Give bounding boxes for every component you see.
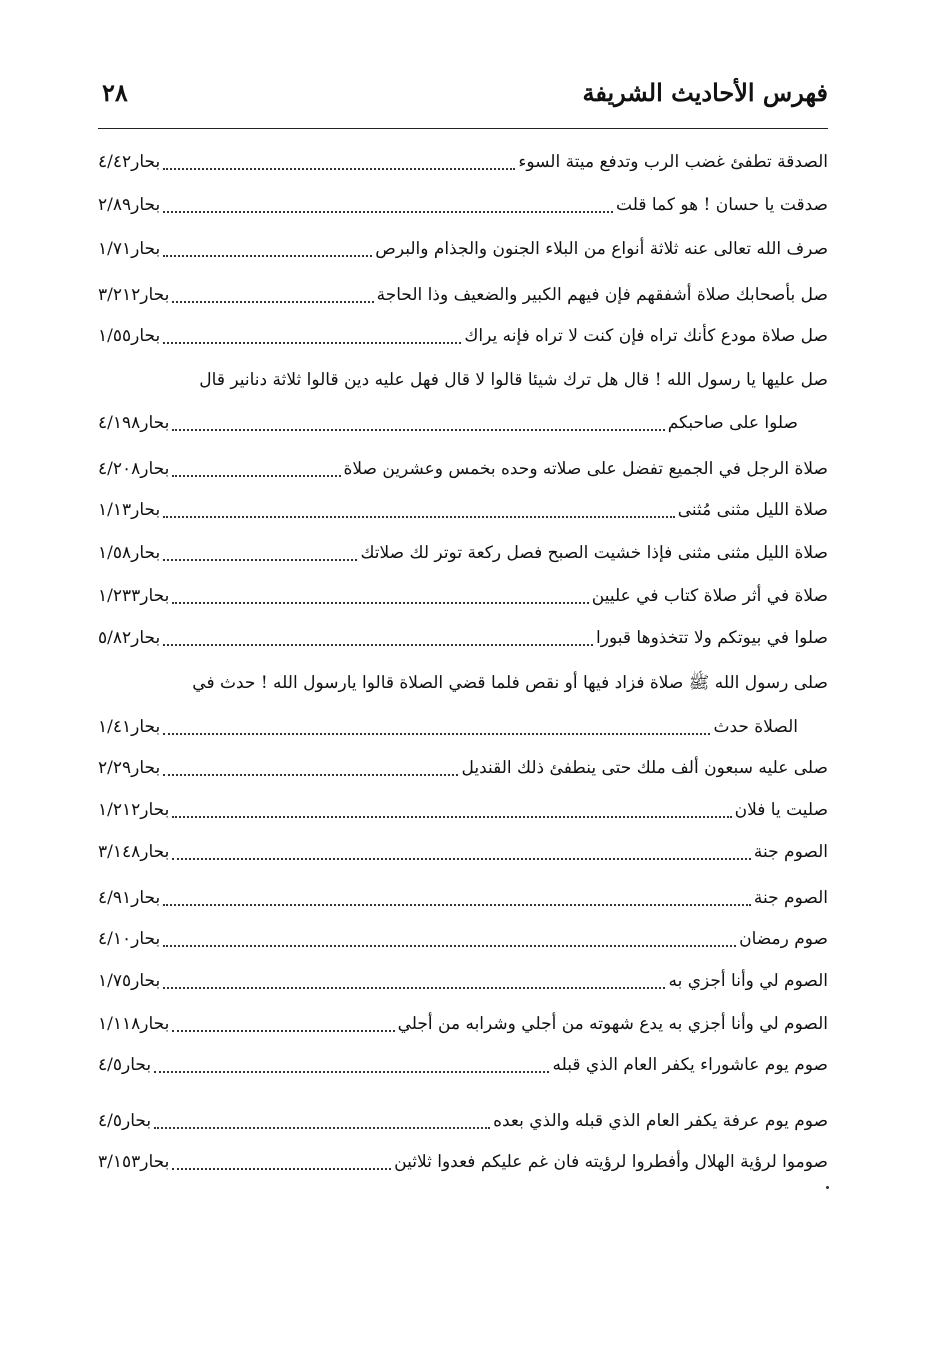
index-entry: [98, 965, 828, 997]
dot-leader: [163, 167, 515, 170]
entry-text: صلاة في أثر صلاة كتاب في عليين: [591, 586, 828, 606]
entry-text: الصوم لي وأنا أجزي به يدع شهوته من أجلي وشرابه من أجلي: [397, 1014, 828, 1034]
index-entry: [98, 407, 828, 439]
dot-leader: [154, 1126, 490, 1129]
dot-leader: [172, 1167, 391, 1170]
entry-reference: بحار٣/٢١٢: [98, 285, 170, 305]
dot-leader: [163, 732, 710, 735]
dot-leader: [163, 515, 674, 518]
entry-reference: بحار٤/٤٢: [98, 152, 161, 172]
index-entry: [98, 882, 828, 914]
index-entry: [98, 1146, 828, 1178]
index-entry: [98, 752, 828, 784]
index-entry: [98, 279, 828, 311]
dot-leader: [172, 428, 664, 431]
entry-text: الصوم جنة: [753, 888, 828, 908]
index-entry: [98, 1049, 828, 1081]
entry-text: الصلاة حدث: [713, 717, 798, 737]
dot-leader: [172, 857, 751, 860]
entry-reference: بحار١/٢١٢: [98, 800, 170, 820]
index-entry: [98, 320, 828, 352]
index-entry: [98, 146, 828, 178]
entry-reference: بحار٣/١٥٣: [98, 1152, 170, 1172]
dot-leader: [172, 1029, 394, 1032]
index-entry: [98, 923, 828, 955]
dot-leader: [163, 210, 613, 213]
index-entry: [98, 494, 828, 526]
entry-reference: بحار٤/٢٠٨: [98, 459, 170, 479]
dot-leader: [163, 903, 751, 906]
entry-text: صدقت يا حسان ! هو كما قلت: [616, 195, 828, 215]
entry-reference: بحار١/٥٨: [98, 543, 161, 563]
entry-text: صلوا في بيوتكم ولا تتخذوها قبورا: [596, 628, 828, 648]
entry-reference: بحار١/٤١: [98, 717, 161, 737]
index-entry: [98, 364, 828, 396]
entry-text: صوم رمضان: [739, 929, 828, 949]
entry-reference: بحار١/١٣: [98, 500, 161, 520]
entry-reference: بحار٤/١٠: [98, 929, 161, 949]
index-entry: [98, 233, 828, 265]
dot-leader: [172, 474, 340, 477]
entry-text: صلى رسول الله ﷺ صلاة فزاد فيها أو نقص فلما قضي الصلاة قالوا يارسول الله ! حدث في: [192, 672, 828, 693]
entry-reference: بحار١/١١٨: [98, 1014, 170, 1034]
index-entry: [98, 836, 828, 868]
dot-leader: [172, 601, 588, 604]
page-title: فهرس الأحاديث الشريفة: [582, 78, 828, 107]
entry-text: صوم يوم عرفة يكفر العام الذي قبله والذي بعده: [493, 1111, 828, 1131]
dot-leader: [163, 558, 357, 561]
dot-leader: [163, 944, 736, 947]
index-entry: [98, 453, 828, 485]
index-entry: [98, 537, 828, 569]
index-entry: [98, 189, 828, 221]
entry-text: صوموا لرؤية الهلال وأفطروا لرؤيته فان غم عليكم فعدوا ثلاثين: [394, 1152, 828, 1172]
index-entry: [98, 668, 828, 700]
entry-text: صلوا على صاحبكم: [667, 413, 798, 433]
entry-reference: بحار١/٥٥: [98, 326, 161, 346]
dot-leader: [172, 815, 731, 818]
dot-leader: [154, 1070, 549, 1073]
entry-reference: بحار١/٧١: [98, 239, 161, 259]
dot-leader: [172, 300, 373, 303]
entry-text: الصوم جنة: [753, 842, 828, 862]
dot-leader: [163, 254, 372, 257]
entry-reference: بحار٤/٥: [98, 1055, 152, 1075]
entry-text: صل صلاة مودع كأنك تراه فإن كنت لا تراه فإنه يراك: [464, 326, 828, 346]
dot-leader: [163, 986, 665, 989]
entry-text: صلاة الرجل في الجميع تفضل على صلاته وحده بخمس وعشرين صلاة: [343, 459, 828, 479]
entry-reference: بحار٥/٨٢: [98, 628, 161, 648]
entry-text: صوم يوم عاشوراء يكفر العام الذي قبله: [552, 1055, 828, 1075]
entry-text: صليت يا فلان: [734, 800, 828, 820]
entry-reference: بحار١/٧٥: [98, 971, 161, 991]
entry-text: صلاة الليل مثنى مُثنى: [677, 500, 828, 520]
index-entry: [98, 580, 828, 612]
stray-mark: [826, 1186, 829, 1189]
entry-reference: بحار١/٢٣٣: [98, 586, 170, 606]
entry-reference: بحار٢/٨٩: [98, 195, 161, 215]
dot-leader: [163, 341, 461, 344]
entry-reference: بحار٤/٥: [98, 1111, 152, 1131]
entry-reference: بحار٢/٢٩: [98, 758, 161, 778]
entry-reference: بحار٤/١٩٨: [98, 413, 170, 433]
entry-text: صلاة الليل مثنى مثنى فإذا خشيت الصبح فصل ركعة توتر لك صلاتك: [360, 543, 828, 563]
entry-reference: بحار٣/١٤٨: [98, 842, 170, 862]
index-entry: [98, 794, 828, 826]
index-entry: [98, 1105, 828, 1137]
dot-leader: [163, 773, 458, 776]
entry-text: صل عليها يا رسول الله ! قال هل ترك شيئا قالوا لا قال فهل عليه دين قالوا ثلاثة دنانير قال: [199, 370, 828, 390]
index-entry: [98, 1008, 828, 1040]
entry-text: صرف الله تعالى عنه ثلاثة أنواع من البلاء الجنون والجذام والبرص: [375, 239, 828, 259]
index-entry: [98, 711, 828, 743]
entry-text: صل بأصحابك صلاة أشفقهم فإن فيهم الكبير والضعيف وذا الحاجة: [376, 285, 828, 305]
entry-text: صلى عليه سبعون ألف ملك حتى ينطفئ ذلك القنديل: [461, 758, 828, 778]
entry-text: الصوم لي وأنا أجزي به: [668, 971, 828, 991]
entry-reference: بحار٤/٩١: [98, 888, 161, 908]
dot-leader: [163, 643, 593, 646]
index-entry: [98, 622, 828, 654]
page-number: ٢٨: [102, 78, 128, 107]
entry-text: الصدقة تطفئ غضب الرب وتدفع ميتة السوء: [518, 152, 828, 172]
